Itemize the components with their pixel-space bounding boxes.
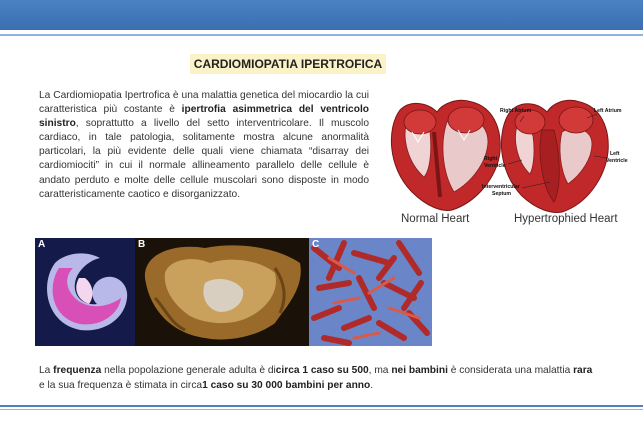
panel-b-label: B bbox=[138, 239, 146, 250]
page-title: CARDIOMIOPATIA IPERTROFICA bbox=[190, 54, 386, 74]
right-ventricle-label: Right Ventricle bbox=[484, 156, 506, 169]
text-segment: , soprattutto a livello del setto interventricolare. Il muscolo cardiaco, in tale patologia, solitamente mostra alcune anormalità particolari, la più evidente delle quali viene chiamata “disarray dei cardiomiociti” in cui il normale allineamento parallelo delle cellule è andato perduto e molte delle cellule muscolari sono disposte in modo caratteristicamente caotico e disorganizzato. bbox=[39, 118, 369, 200]
bold-text-segment: nei bambini bbox=[391, 365, 448, 376]
text-segment: è considerata una malattia bbox=[447, 365, 574, 376]
footer-divider-thin bbox=[0, 409, 643, 410]
panel-a-illustration bbox=[35, 238, 135, 346]
pathology-image-strip bbox=[35, 238, 432, 346]
panel-b-specimen-photo bbox=[135, 238, 309, 346]
text-segment: e la sua frequenza è stimata in circa bbox=[39, 380, 203, 391]
text-segment: , ma bbox=[368, 365, 392, 376]
description-paragraph bbox=[39, 89, 369, 202]
septum-label: Interventricular Septum bbox=[482, 184, 520, 197]
text-segment: nella popolazione generale adulta è di bbox=[101, 365, 276, 376]
header-bar bbox=[0, 0, 643, 30]
normal-heart-caption: Normal Heart bbox=[401, 213, 470, 225]
frequency-paragraph bbox=[39, 363, 599, 393]
bold-text-segment: 1 caso su 30 000 bambini per anno bbox=[202, 380, 371, 391]
left-atrium-label: Left Atrium bbox=[594, 108, 622, 114]
text-segment: La Cardiomiopatia Ipertrofica è una malattia genetica del miocardio la cui caratteristica più costante è bbox=[39, 90, 369, 116]
panel-a-label: A bbox=[38, 239, 46, 250]
bold-text-segment: frequenza bbox=[53, 365, 102, 376]
text-segment: . bbox=[370, 380, 374, 391]
left-ventricle-label: Left Ventricle bbox=[606, 151, 628, 164]
footer-divider bbox=[0, 405, 643, 407]
bold-text-segment: circa 1 caso su 500 bbox=[275, 365, 369, 376]
panel-c-label: C bbox=[312, 239, 320, 250]
right-atrium-label: Right Atrium bbox=[500, 108, 532, 114]
hypertrophied-heart-caption: Hypertrophied Heart bbox=[514, 213, 618, 225]
bold-text-segment: rara bbox=[573, 365, 593, 376]
text-segment: La bbox=[39, 365, 54, 376]
hypertrophied-heart-drawing bbox=[501, 100, 608, 212]
heart-illustration bbox=[382, 92, 637, 232]
panel-c-histology-image bbox=[309, 238, 432, 346]
header-divider bbox=[0, 34, 643, 36]
bold-text-segment: ipertrofia asimmetrica del ventricolo sinistro bbox=[39, 104, 369, 130]
heart-comparison-figure bbox=[382, 92, 637, 232]
